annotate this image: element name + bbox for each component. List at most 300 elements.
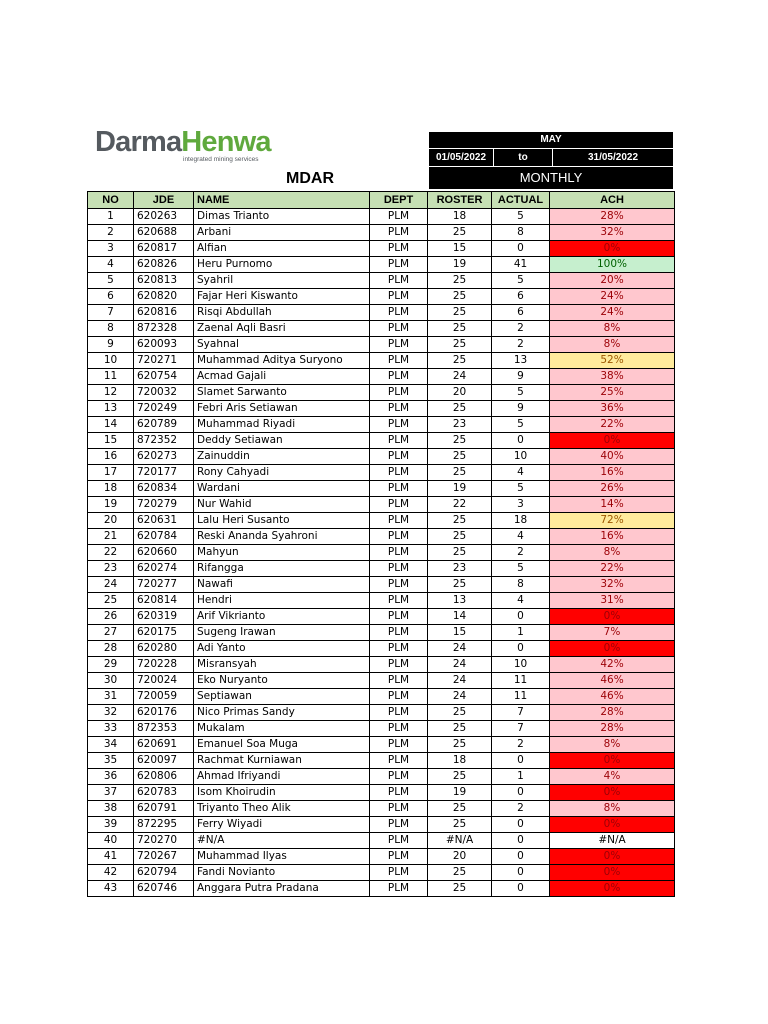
cell-roster: 24: [428, 689, 492, 705]
cell-jde: 620274: [134, 561, 194, 577]
cell-jde: 720270: [134, 833, 194, 849]
cell-dept: PLM: [370, 257, 428, 273]
cell-no: 22: [88, 545, 134, 561]
cell-actual: 2: [492, 545, 550, 561]
cell-actual: 10: [492, 657, 550, 673]
cell-actual: 5: [492, 385, 550, 401]
cell-jde: 720059: [134, 689, 194, 705]
cell-ach: 0%: [550, 609, 675, 625]
cell-no: 14: [88, 417, 134, 433]
cell-dept: PLM: [370, 849, 428, 865]
cell-jde: 620097: [134, 753, 194, 769]
cell-name: Zainuddin: [194, 449, 370, 465]
cell-actual: 5: [492, 561, 550, 577]
cell-ach: 8%: [550, 321, 675, 337]
cell-no: 28: [88, 641, 134, 657]
cell-roster: 25: [428, 577, 492, 593]
cell-actual: 0: [492, 433, 550, 449]
cell-roster: 24: [428, 369, 492, 385]
cell-dept: PLM: [370, 561, 428, 577]
cell-name: Reski Ananda Syahroni: [194, 529, 370, 545]
cell-no: 41: [88, 849, 134, 865]
cell-name: Syahnal: [194, 337, 370, 353]
cell-name: Rifangga: [194, 561, 370, 577]
cell-jde: 720249: [134, 401, 194, 417]
cell-no: 30: [88, 673, 134, 689]
cell-jde: 620175: [134, 625, 194, 641]
cell-jde: 720277: [134, 577, 194, 593]
table-row: [88, 737, 675, 753]
col-header-jde: JDE: [134, 192, 194, 209]
cell-ach: 32%: [550, 225, 675, 241]
table-row: [88, 721, 675, 737]
cell-name: Nico Primas Sandy: [194, 705, 370, 721]
cell-actual: 5: [492, 417, 550, 433]
cell-dept: PLM: [370, 497, 428, 513]
cell-no: 27: [88, 625, 134, 641]
cell-jde: 620816: [134, 305, 194, 321]
cell-ach: 40%: [550, 449, 675, 465]
cell-roster: 25: [428, 529, 492, 545]
cell-roster: 25: [428, 545, 492, 561]
table-row: [88, 481, 675, 497]
table-row: [88, 449, 675, 465]
cell-actual: 1: [492, 769, 550, 785]
cell-no: 6: [88, 289, 134, 305]
cell-jde: 872328: [134, 321, 194, 337]
cell-ach: 8%: [550, 737, 675, 753]
cell-name: Risqi Abdullah: [194, 305, 370, 321]
cell-actual: 18: [492, 513, 550, 529]
cell-jde: 620813: [134, 273, 194, 289]
cell-roster: 15: [428, 625, 492, 641]
cell-name: Nur Wahid: [194, 497, 370, 513]
cell-actual: 0: [492, 785, 550, 801]
cell-name: Alfian: [194, 241, 370, 257]
cell-ach: #N/A: [550, 833, 675, 849]
cell-ach: 0%: [550, 865, 675, 881]
cell-dept: PLM: [370, 353, 428, 369]
cell-name: Anggara Putra Pradana: [194, 881, 370, 897]
cell-roster: 25: [428, 321, 492, 337]
cell-roster: 19: [428, 481, 492, 497]
cell-jde: 720177: [134, 465, 194, 481]
cell-no: 2: [88, 225, 134, 241]
cell-roster: 20: [428, 385, 492, 401]
cell-dept: PLM: [370, 289, 428, 305]
cell-no: 16: [88, 449, 134, 465]
table-row: [88, 513, 675, 529]
company-logo: [95, 128, 275, 164]
cell-name: Arbani: [194, 225, 370, 241]
table-row: [88, 689, 675, 705]
cell-ach: 0%: [550, 241, 675, 257]
cell-actual: 7: [492, 721, 550, 737]
cell-roster: 25: [428, 881, 492, 897]
table-row: [88, 369, 675, 385]
cell-ach: 46%: [550, 689, 675, 705]
cell-roster: 25: [428, 865, 492, 881]
cell-ach: 0%: [550, 817, 675, 833]
cell-dept: PLM: [370, 689, 428, 705]
cell-jde: 720024: [134, 673, 194, 689]
cell-name: Emanuel Soa Muga: [194, 737, 370, 753]
cell-roster: 25: [428, 513, 492, 529]
cell-no: 33: [88, 721, 134, 737]
table-row: [88, 865, 675, 881]
logo-brand-part2: Henwa: [181, 126, 271, 158]
table-row: [88, 609, 675, 625]
cell-actual: 2: [492, 321, 550, 337]
cell-dept: PLM: [370, 817, 428, 833]
table-row: [88, 209, 675, 225]
period-end-date: 31/05/2022: [587, 152, 639, 163]
cell-name: Muhammad Aditya Suryono: [194, 353, 370, 369]
cell-actual: 7: [492, 705, 550, 721]
cell-no: 38: [88, 801, 134, 817]
cell-no: 26: [88, 609, 134, 625]
table-row: [88, 577, 675, 593]
cell-actual: 8: [492, 225, 550, 241]
cell-ach: 46%: [550, 673, 675, 689]
period-start-date: 01/05/2022: [429, 149, 494, 166]
cell-actual: 6: [492, 305, 550, 321]
cell-jde: 872352: [134, 433, 194, 449]
cell-roster: 25: [428, 737, 492, 753]
cell-name: Mahyun: [194, 545, 370, 561]
cell-ach: 0%: [550, 785, 675, 801]
cell-actual: 2: [492, 737, 550, 753]
cell-name: Ferry Wiyadi: [194, 817, 370, 833]
table-row: [88, 433, 675, 449]
cell-roster: 23: [428, 417, 492, 433]
period-to-label: to: [494, 149, 553, 166]
cell-jde: 872353: [134, 721, 194, 737]
cell-roster: 25: [428, 337, 492, 353]
table-row: [88, 353, 675, 369]
cell-dept: PLM: [370, 369, 428, 385]
cell-ach: 36%: [550, 401, 675, 417]
table-header-row: [88, 192, 675, 209]
table-row: [88, 817, 675, 833]
cell-no: 8: [88, 321, 134, 337]
cell-dept: PLM: [370, 513, 428, 529]
cell-dept: PLM: [370, 465, 428, 481]
table-row: [88, 241, 675, 257]
cell-dept: PLM: [370, 209, 428, 225]
cell-ach: 16%: [550, 529, 675, 545]
cell-actual: 0: [492, 641, 550, 657]
cell-ach: 8%: [550, 337, 675, 353]
cell-roster: 24: [428, 657, 492, 673]
cell-jde: 620631: [134, 513, 194, 529]
cell-dept: PLM: [370, 833, 428, 849]
cell-actual: 0: [492, 241, 550, 257]
cell-dept: PLM: [370, 641, 428, 657]
cell-ach: 0%: [550, 641, 675, 657]
cell-jde: 620688: [134, 225, 194, 241]
cell-jde: 620273: [134, 449, 194, 465]
cell-no: 5: [88, 273, 134, 289]
cell-jde: 620834: [134, 481, 194, 497]
cell-name: Adi Yanto: [194, 641, 370, 657]
cell-dept: PLM: [370, 705, 428, 721]
cell-roster: 25: [428, 289, 492, 305]
cell-jde: 620263: [134, 209, 194, 225]
col-header-dept: DEPT: [370, 192, 428, 209]
cell-dept: PLM: [370, 673, 428, 689]
table-row: [88, 273, 675, 289]
table-row: [88, 705, 675, 721]
cell-dept: PLM: [370, 881, 428, 897]
cell-actual: 0: [492, 865, 550, 881]
cell-ach: 14%: [550, 497, 675, 513]
cell-dept: PLM: [370, 721, 428, 737]
cell-roster: 22: [428, 497, 492, 513]
cell-jde: 620746: [134, 881, 194, 897]
cell-dept: PLM: [370, 273, 428, 289]
cell-jde: 620691: [134, 737, 194, 753]
cell-ach: 20%: [550, 273, 675, 289]
cell-dept: PLM: [370, 337, 428, 353]
cell-actual: 11: [492, 673, 550, 689]
table-row: [88, 753, 675, 769]
cell-actual: 4: [492, 593, 550, 609]
table-row: [88, 593, 675, 609]
cell-roster: 18: [428, 753, 492, 769]
cell-roster: 20: [428, 849, 492, 865]
cell-roster: 25: [428, 465, 492, 481]
cell-actual: 0: [492, 849, 550, 865]
cell-ach: 72%: [550, 513, 675, 529]
cell-name: Misransyah: [194, 657, 370, 673]
cell-name: Deddy Setiawan: [194, 433, 370, 449]
cell-jde: 720279: [134, 497, 194, 513]
table-row: [88, 673, 675, 689]
cell-ach: 22%: [550, 561, 675, 577]
cell-actual: 0: [492, 609, 550, 625]
cell-no: 17: [88, 465, 134, 481]
cell-name: Rony Cahyadi: [194, 465, 370, 481]
table-row: [88, 289, 675, 305]
cell-name: Eko Nuryanto: [194, 673, 370, 689]
cell-jde: 720032: [134, 385, 194, 401]
cell-actual: 0: [492, 753, 550, 769]
table-row: [88, 465, 675, 481]
cell-no: 24: [88, 577, 134, 593]
table-row: [88, 321, 675, 337]
cell-actual: 8: [492, 577, 550, 593]
table-row: [88, 305, 675, 321]
cell-roster: 25: [428, 225, 492, 241]
cell-actual: 0: [492, 817, 550, 833]
cell-ach: 32%: [550, 577, 675, 593]
cell-no: 13: [88, 401, 134, 417]
cell-roster: 14: [428, 609, 492, 625]
logo-brand-part1: Darma: [95, 126, 182, 158]
cell-roster: 25: [428, 353, 492, 369]
cell-jde: 620280: [134, 641, 194, 657]
cell-dept: PLM: [370, 385, 428, 401]
cell-actual: 1: [492, 625, 550, 641]
cell-roster: 24: [428, 673, 492, 689]
cell-roster: 18: [428, 209, 492, 225]
cell-roster: #N/A: [428, 833, 492, 849]
cell-ach: 26%: [550, 481, 675, 497]
cell-name: Acmad Gajali: [194, 369, 370, 385]
cell-jde: 620814: [134, 593, 194, 609]
cell-actual: 5: [492, 273, 550, 289]
cell-actual: 2: [492, 801, 550, 817]
cell-roster: 25: [428, 721, 492, 737]
cell-roster: 24: [428, 641, 492, 657]
cell-no: 18: [88, 481, 134, 497]
cell-actual: 13: [492, 353, 550, 369]
table-row: [88, 257, 675, 273]
cell-dept: PLM: [370, 657, 428, 673]
cell-dept: PLM: [370, 433, 428, 449]
cell-jde: 620791: [134, 801, 194, 817]
cell-roster: 25: [428, 305, 492, 321]
cell-dept: PLM: [370, 625, 428, 641]
table-row: [88, 529, 675, 545]
cell-actual: 41: [492, 257, 550, 273]
cell-dept: PLM: [370, 753, 428, 769]
cell-jde: 620820: [134, 289, 194, 305]
cell-roster: 25: [428, 705, 492, 721]
cell-jde: 620806: [134, 769, 194, 785]
table-row: [88, 225, 675, 241]
cell-ach: 8%: [550, 545, 675, 561]
cell-jde: 620794: [134, 865, 194, 881]
cell-ach: 0%: [550, 433, 675, 449]
cell-ach: 52%: [550, 353, 675, 369]
cell-ach: 31%: [550, 593, 675, 609]
cell-ach: 25%: [550, 385, 675, 401]
cell-ach: 0%: [550, 753, 675, 769]
cell-no: 9: [88, 337, 134, 353]
cell-actual: 10: [492, 449, 550, 465]
cell-name: Syahril: [194, 273, 370, 289]
cell-name: #N/A: [194, 833, 370, 849]
cell-no: 4: [88, 257, 134, 273]
cell-name: Lalu Heri Susanto: [194, 513, 370, 529]
table-row: [88, 785, 675, 801]
cell-jde: 620789: [134, 417, 194, 433]
cell-jde: 620093: [134, 337, 194, 353]
table-row: [88, 657, 675, 673]
cell-actual: 6: [492, 289, 550, 305]
table-row: [88, 833, 675, 849]
cell-dept: PLM: [370, 545, 428, 561]
cell-name: Zaenal Aqli Basri: [194, 321, 370, 337]
cell-jde: 620319: [134, 609, 194, 625]
cell-dept: PLM: [370, 417, 428, 433]
cell-actual: 9: [492, 369, 550, 385]
cell-roster: 25: [428, 817, 492, 833]
cell-no: 37: [88, 785, 134, 801]
cell-no: 39: [88, 817, 134, 833]
cell-actual: 11: [492, 689, 550, 705]
cell-dept: PLM: [370, 321, 428, 337]
table-row: [88, 641, 675, 657]
cell-jde: 620660: [134, 545, 194, 561]
cell-jde: 720267: [134, 849, 194, 865]
cell-ach: 0%: [550, 849, 675, 865]
table-row: [88, 881, 675, 897]
cell-roster: 25: [428, 769, 492, 785]
cell-name: Febri Aris Setiawan: [194, 401, 370, 417]
cell-roster: 25: [428, 433, 492, 449]
cell-actual: 4: [492, 529, 550, 545]
cell-actual: 0: [492, 881, 550, 897]
cell-name: Wardani: [194, 481, 370, 497]
cell-no: 10: [88, 353, 134, 369]
cell-ach: 22%: [550, 417, 675, 433]
cell-no: 1: [88, 209, 134, 225]
cell-no: 15: [88, 433, 134, 449]
cell-ach: 28%: [550, 721, 675, 737]
cell-name: Arif Vikrianto: [194, 609, 370, 625]
cell-actual: 4: [492, 465, 550, 481]
cell-jde: 720228: [134, 657, 194, 673]
cell-no: 40: [88, 833, 134, 849]
logo-tagline: integrated mining services: [183, 156, 259, 163]
cell-dept: PLM: [370, 769, 428, 785]
cell-actual: 3: [492, 497, 550, 513]
cell-ach: 28%: [550, 209, 675, 225]
cell-ach: 42%: [550, 657, 675, 673]
col-header-name: NAME: [194, 192, 370, 209]
cell-ach: 7%: [550, 625, 675, 641]
cell-roster: 19: [428, 785, 492, 801]
cell-roster: 19: [428, 257, 492, 273]
period-box: [429, 132, 673, 189]
cell-ach: 8%: [550, 801, 675, 817]
cell-no: 42: [88, 865, 134, 881]
cell-name: Ahmad Ifriyandi: [194, 769, 370, 785]
period-month: MAY: [429, 132, 673, 149]
cell-name: Mukalam: [194, 721, 370, 737]
table-row: [88, 769, 675, 785]
table-row: [88, 545, 675, 561]
cell-no: 19: [88, 497, 134, 513]
cell-name: Septiawan: [194, 689, 370, 705]
report-title: MDAR: [286, 170, 334, 187]
col-header-ach: ACH: [550, 192, 675, 209]
cell-name: Isom Khoirudin: [194, 785, 370, 801]
cell-dept: PLM: [370, 609, 428, 625]
cell-roster: 25: [428, 449, 492, 465]
cell-name: Heru Purnomo: [194, 257, 370, 273]
cell-no: 7: [88, 305, 134, 321]
col-header-roster: ROSTER: [428, 192, 492, 209]
cell-no: 11: [88, 369, 134, 385]
cell-no: 29: [88, 657, 134, 673]
cell-dept: PLM: [370, 481, 428, 497]
cell-jde: 872295: [134, 817, 194, 833]
cell-ach: 4%: [550, 769, 675, 785]
cell-roster: 13: [428, 593, 492, 609]
cell-name: Fajar Heri Kiswanto: [194, 289, 370, 305]
cell-no: 32: [88, 705, 134, 721]
cell-dept: PLM: [370, 449, 428, 465]
cell-ach: 24%: [550, 305, 675, 321]
cell-ach: 16%: [550, 465, 675, 481]
cell-roster: 15: [428, 241, 492, 257]
cell-no: 23: [88, 561, 134, 577]
col-header-actual: ACTUAL: [492, 192, 550, 209]
